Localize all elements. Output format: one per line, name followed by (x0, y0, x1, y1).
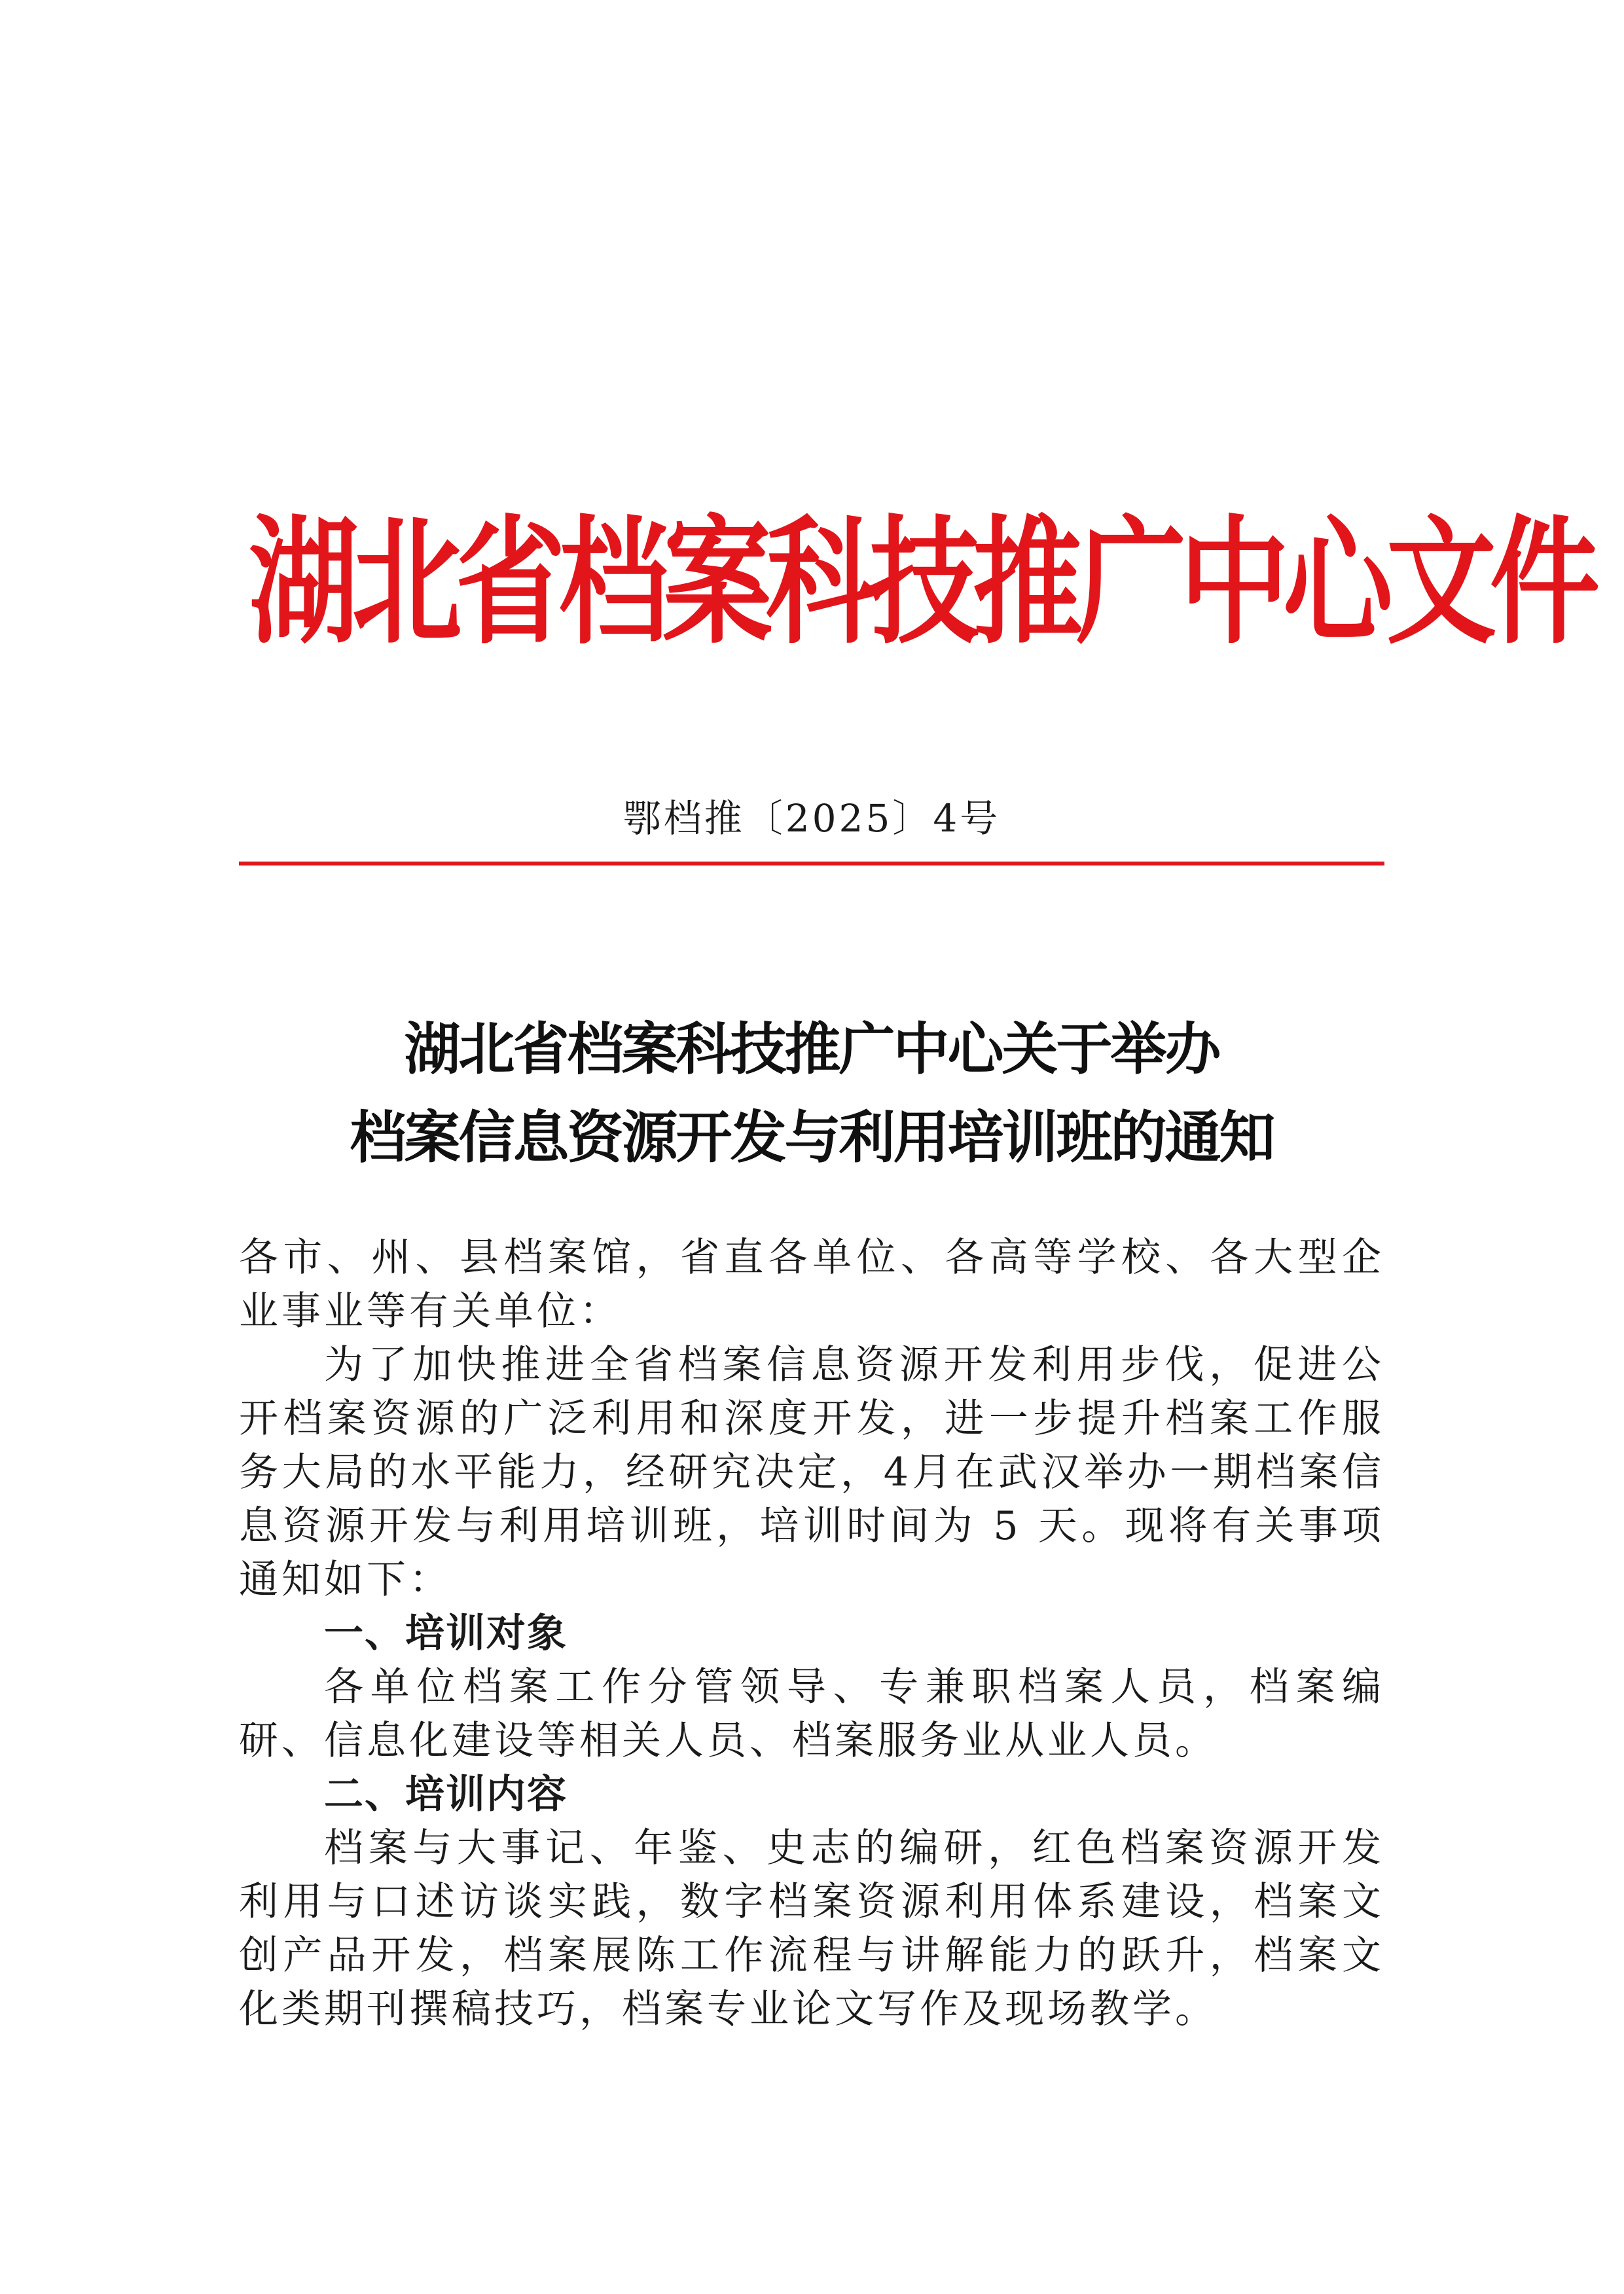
section-1-heading: 一、培训对象 (324, 1611, 568, 1656)
intro-paragraph: 为了加快推进全省档案信息资源开发利用步伐，促进公开档案资源的广泛利用和深度开发，进一步提升档案工作服务大局的水平能力，经研究决定，4月在武汉举办一期档案信息资源开发与利用培训班，培训时间为 5 天。现将有关事项通知如下： (239, 1342, 1384, 1603)
notice-title-line-1: 湖北省档案科技推广中心关于举办 (404, 1016, 1219, 1082)
section-2-heading: 二、培训内容 (324, 1772, 568, 1817)
notice-title-line-2: 档案信息资源开发与利用培训班的通知 (350, 1104, 1274, 1171)
document-number: 鄂档推〔2025〕4号 (623, 796, 1001, 841)
notice-title (239, 1005, 1384, 1182)
addressee-paragraph: 各市、州、县档案馆，省直各单位、各高等学校、各大型企业事业等有关单位： (239, 1235, 1384, 1334)
notice-body (239, 1231, 1384, 2036)
section-1-paragraph: 各单位档案工作分管领导、专兼职档案人员，档案编研、信息化建设等相关人员、档案服务业从业人员。 (239, 1664, 1384, 1764)
red-divider-line (239, 862, 1384, 865)
section-2-paragraph: 档案与大事记、年鉴、史志的编研，红色档案资源开发利用与口述访谈实践，数字档案资源利用体系建设，档案文创产品开发，档案展陈工作流程与讲解能力的跃升，档案文化类期刊撰稿技巧，档案专业论文写作及现场教学。 (239, 1825, 1384, 2032)
agency-header-title: 湖北省档案科技推广中心文件 (249, 502, 1593, 663)
